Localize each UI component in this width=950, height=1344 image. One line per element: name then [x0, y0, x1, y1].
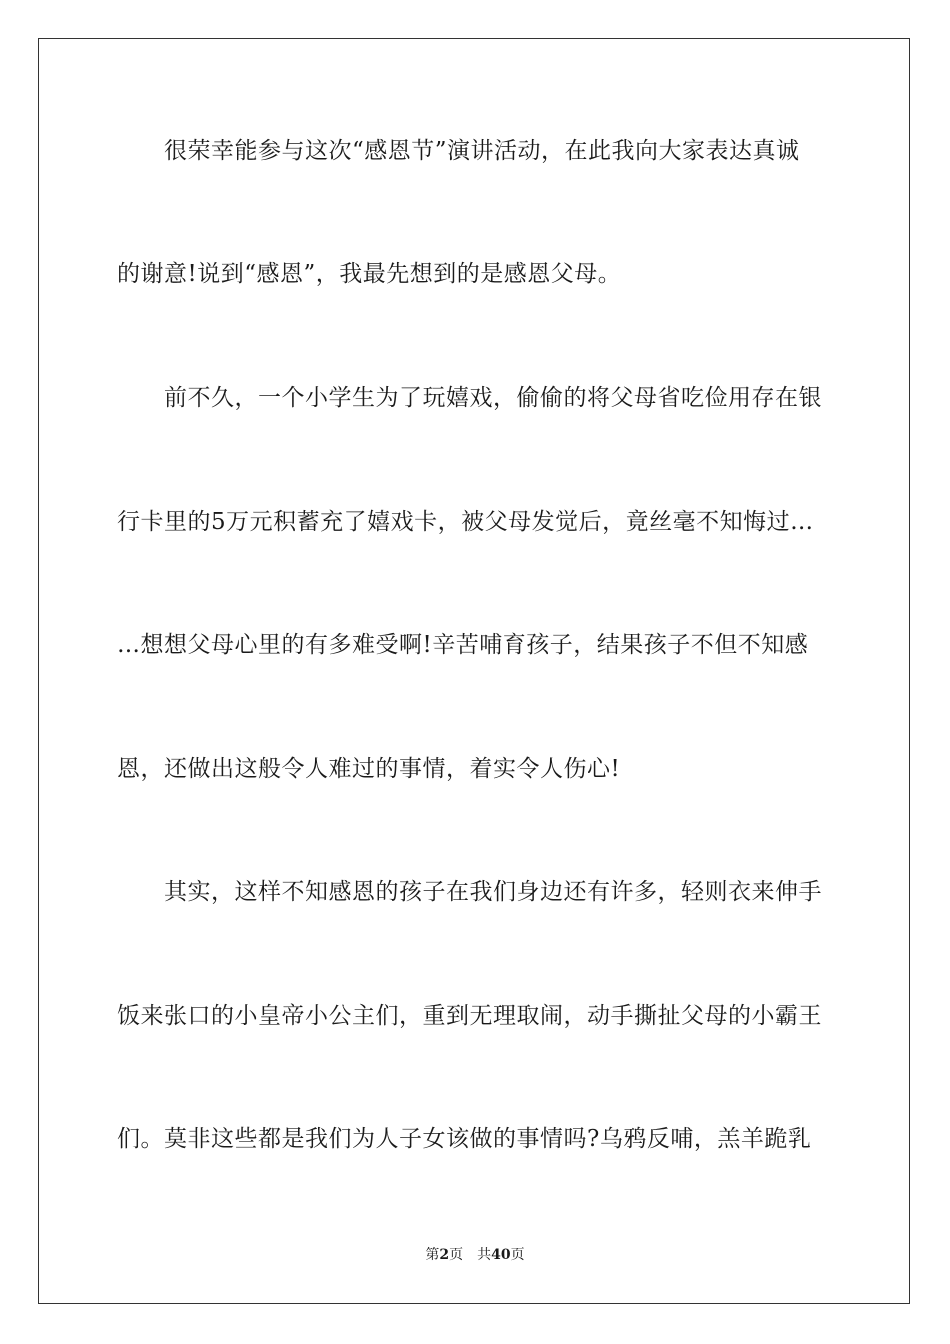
paragraph-1-line-2: 的谢意!说到“感恩”，我最先想到的是感恩父母。: [117, 261, 622, 287]
total-label-prefix: 共: [477, 1247, 492, 1263]
paragraph-1-line-1: 很荣幸能参与这次“感恩节”演讲活动，在此我向大家表达真诚: [164, 138, 800, 164]
paragraph-3-line-2: 饭来张口的小皇帝小公主们，重到无理取闹，动手撕扯父母的小霸王: [117, 1003, 822, 1029]
paragraph-3-line-3: 们。莫非这些都是我们为人子女该做的事情吗?乌鸦反哺，羔羊跪乳: [117, 1126, 812, 1152]
paragraph-2-line-4: 恩，还做出这般令人难过的事情，着实令人伤心!: [117, 756, 621, 782]
page-footer: [0, 1246, 950, 1264]
paragraph-2-line-3: …想想父母心里的有多难受啊!辛苦哺育孩子，结果孩子不但不知感: [117, 632, 809, 658]
paragraph-2-line-2: 行卡里的5万元积蓄充了嬉戏卡，被父母发觉后，竟丝毫不知悔过…: [117, 509, 814, 535]
current-page-number: 2: [439, 1247, 450, 1263]
total-label-suffix: 页: [510, 1247, 525, 1263]
total-page-count: 40: [491, 1247, 511, 1263]
page-label-suffix: 页: [449, 1247, 464, 1263]
page-label-prefix: 第: [425, 1247, 440, 1263]
page-border: [38, 38, 910, 1304]
paragraph-2-line-1: 前不久，一个小学生为了玩嬉戏，偷偷的将父母省吃俭用存在银: [164, 385, 822, 411]
paragraph-3-line-1: 其实，这样不知感恩的孩子在我们身边还有许多，轻则衣来伸手: [164, 879, 822, 905]
